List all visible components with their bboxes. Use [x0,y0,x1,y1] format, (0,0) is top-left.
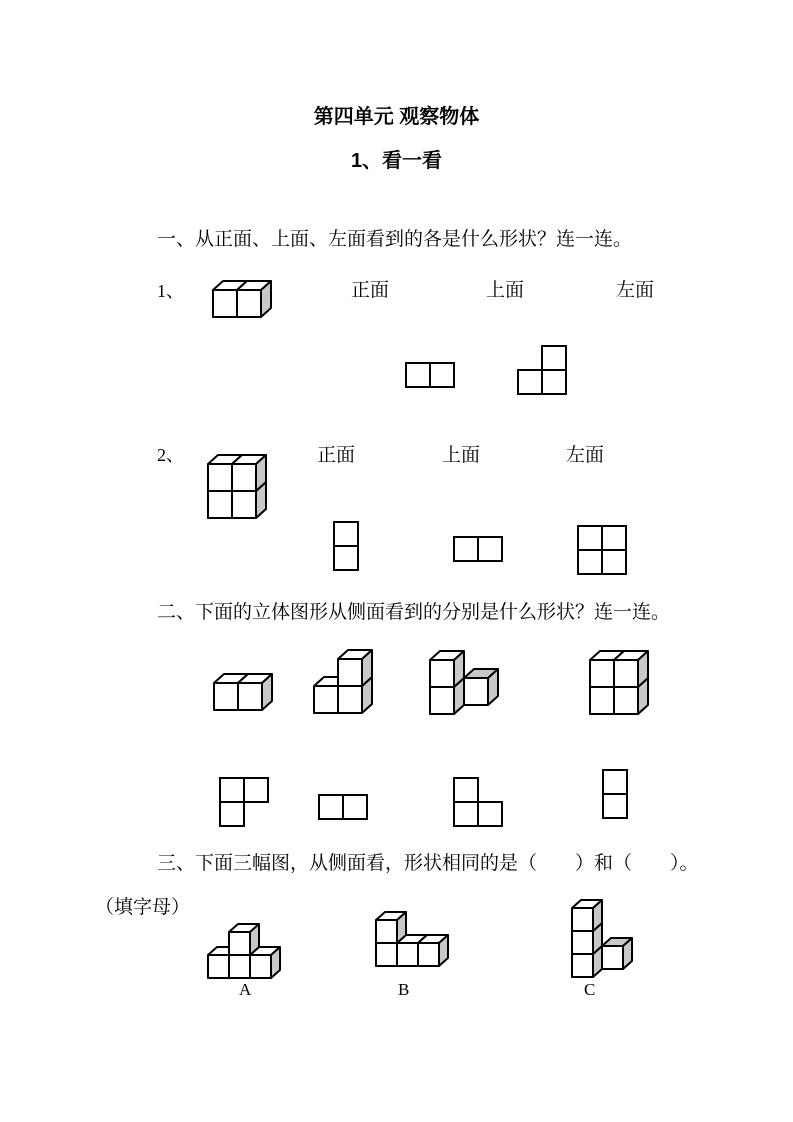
unit-title: 第四单元 观察物体 [313,106,480,128]
answer-shape-domino-vertical-q2-4 [601,768,629,820]
cube-figure-q2-3 [428,649,500,716]
figure-label-c: C [584,980,596,999]
view-label-front-item2: 正面 [317,445,356,466]
answer-shape-l-tromino-q2-1 [218,776,270,828]
answer-shape-domino-horizontal-item1 [404,361,456,389]
cube-figure-q2-4 [588,649,650,716]
cube-figure-q1-item1 [211,279,273,319]
question1-item2-number: 2、 [157,445,184,465]
view-label-left-item2: 左面 [566,445,605,466]
answer-shape-square-2x2-item2 [576,524,628,576]
answer-shape-domino-vertical-item2 [332,520,360,572]
question1-prompt: 一、从正面、上面、左面看到的各是什么形状？连一连。 [157,229,633,250]
view-label-left-item1: 左面 [616,280,655,301]
answer-shape-domino-horizontal-q2-2 [317,793,369,821]
figure-label-a: A [239,980,252,999]
cube-figure-q2-2 [312,648,374,715]
cube-figure-q2-1 [212,672,274,712]
cube-figure-q3-a [206,922,282,980]
cube-figure-q3-c [570,898,634,979]
view-label-front-item1: 正面 [351,280,390,301]
view-label-top-item1: 上面 [486,280,525,301]
question3-prompt: 三、下面三幅图，从侧面看，形状相同的是（ ）和（ ）。 [157,853,699,874]
cube-figure-q1-item2 [206,453,268,520]
cube-figure-q3-b [374,910,450,968]
answer-shape-l-tromino-q2-3 [452,776,504,828]
answer-shape-domino-horizontal-item2 [452,535,504,563]
lesson-title: 1、看一看 [350,150,443,172]
question1-item1-number: 1、 [157,281,184,301]
view-label-top-item2: 上面 [442,445,481,466]
question3-note: （填字母） [95,897,191,918]
figure-label-b: B [398,980,410,999]
question2-prompt: 二、下面的立体图形从侧面看到的分别是什么形状？连一连。 [157,602,671,623]
answer-shape-l-tromino-item1 [516,344,568,396]
